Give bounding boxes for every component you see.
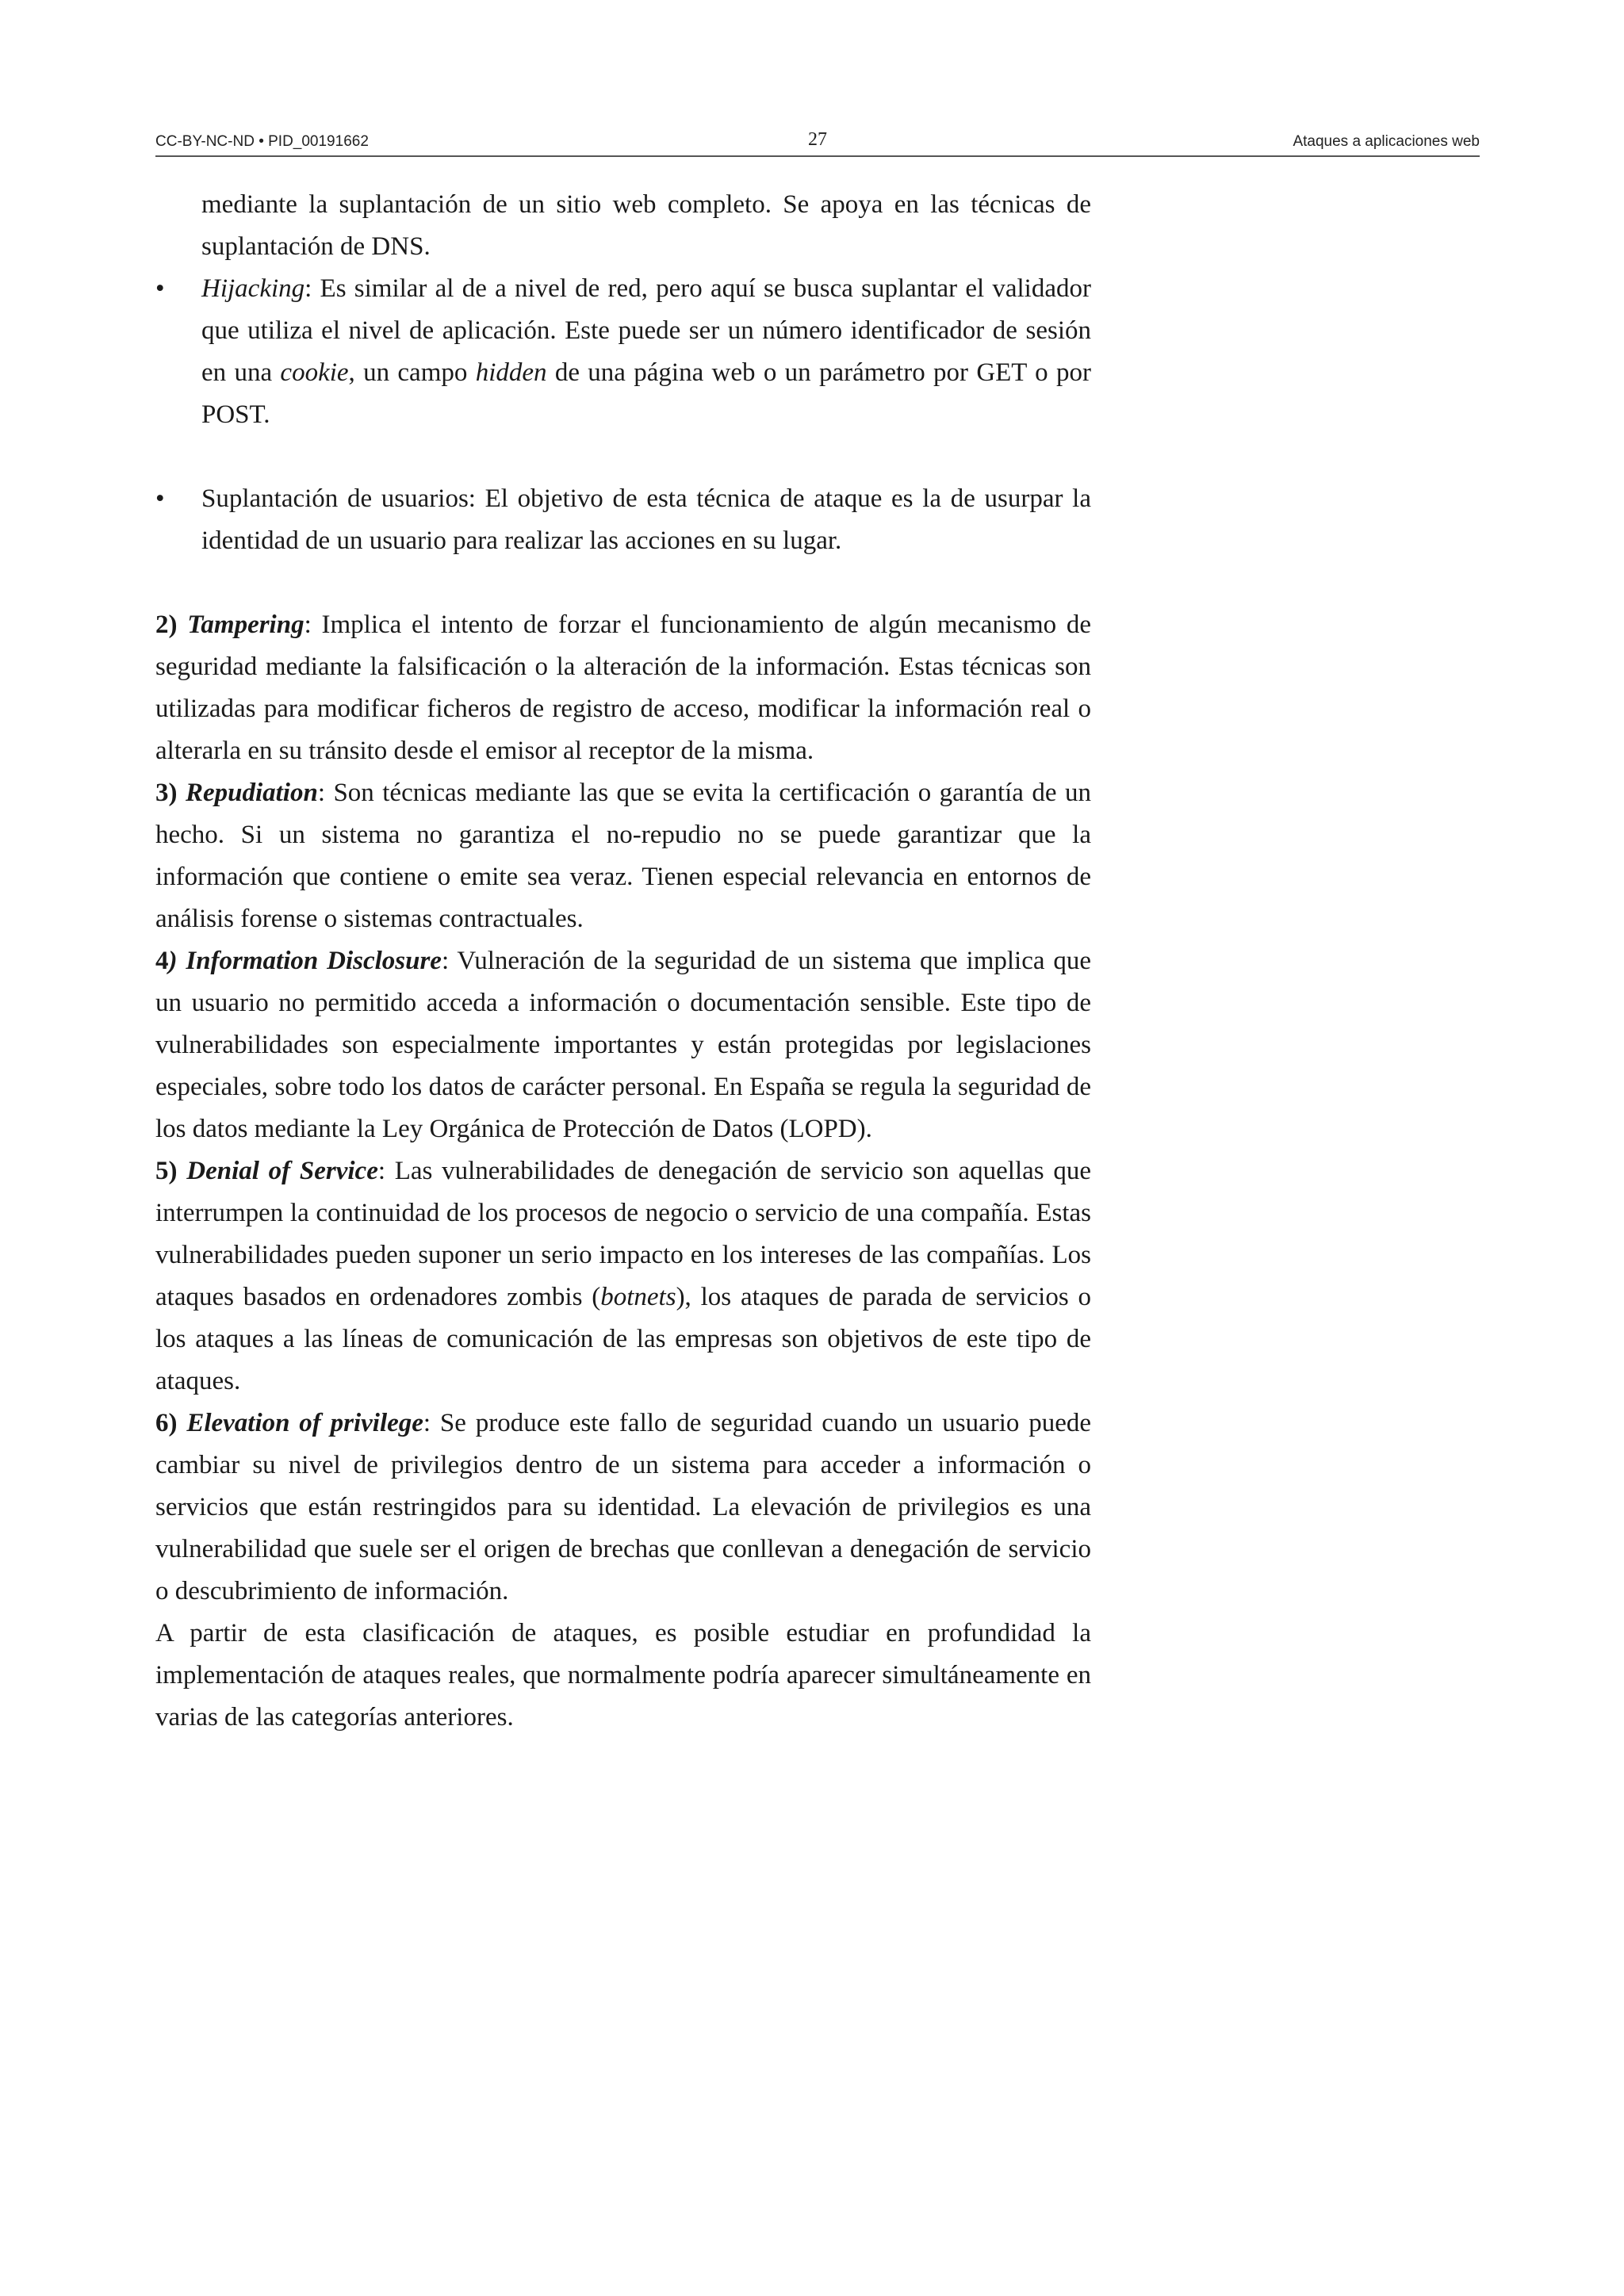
text-segment: de una página web o un parámetro por GET o por POST. bbox=[201, 358, 1091, 429]
section-term: ) Information Disclosure bbox=[168, 947, 442, 975]
section-term: Elevation of privilege bbox=[186, 1409, 423, 1437]
list-item-hijacking bbox=[155, 268, 1091, 436]
section-term: Denial of Service bbox=[186, 1157, 378, 1185]
term-hijacking: Hijacking bbox=[201, 274, 305, 303]
section-text: : Son técnicas mediante las que se evita la certificación o garantía de un hecho. Si un sistema no garantiza el no-repudio no se puede garantizar que la información que contiene o emite sea veraz. Tienen especial relevancia en entornos de análisis forense o sistemas contractuales. bbox=[155, 779, 1091, 933]
section-term: Repudiation bbox=[185, 779, 318, 807]
section-text: : Vulneración de la seguridad de un sistema que implica que un usuario no permitido acceda a información o documentación sensible. Este tipo de vulnerabilidades son especialmente importantes y están protegidas por legislaciones especiales, sobre todo los datos de carácter personal. En España se regula la seguridad de los datos mediante la Ley Orgánica de Protección de Datos (LOPD). bbox=[155, 947, 1092, 1143]
section-tampering bbox=[155, 604, 1091, 772]
page-header bbox=[155, 127, 1480, 157]
term-cookie: cookie bbox=[280, 358, 349, 387]
section-text: : Las vulnerabilidades de denegación de servicio son aquellas que interrumpen la continuidad de los procesos de negocio o servicio de una compañía. Estas vulnerabilidades pueden suponer un serio impacto en los intereses de las compañías. Los ataques basados en ordenadores zombis ( bbox=[155, 1157, 1092, 1311]
page-number: 27 bbox=[808, 129, 827, 150]
header-license: CC-BY-NC-ND • PID_00191662 bbox=[155, 133, 369, 150]
bullet-icon: • bbox=[155, 484, 165, 513]
list-item-text: Suplantación de usuarios: El objetivo de esta técnica de ataque es la de usurpar la identidad de un usuario para realizar las acciones en su lugar. bbox=[201, 484, 1091, 555]
list-item-user-impersonation bbox=[155, 478, 1091, 562]
section-information-disclosure bbox=[155, 940, 1091, 1150]
section-term: Tampering bbox=[187, 610, 304, 639]
section-number: 4 bbox=[155, 947, 169, 975]
section-number: 3) bbox=[155, 779, 178, 807]
section-text: : Implica el intento de forzar el funcionamiento de algún mecanismo de seguridad mediante la falsificación o la alteración de la información. Estas técnicas son utilizadas para modificar ficheros de registro de acceso, modificar la información real o alterarla en su tránsito desde el emisor al receptor de la misma. bbox=[155, 610, 1092, 765]
section-text: : Se produce este fallo de seguridad cuando un usuario puede cambiar su nivel de privilegios dentro de un sistema para acceder a información o servicios que están restringidos para su identidad. La elevación de privilegios es una vulnerabilidad que suele ser el origen de brechas que conllevan a denegación de servicio o descubrimiento de información. bbox=[155, 1409, 1091, 1605]
text-segment: : Es similar al de a nivel de red, pero aquí se busca suplantar el validador que utiliza el nivel de aplicación. Este puede ser un número identificador de sesión en una bbox=[201, 274, 1091, 387]
list-item-text bbox=[201, 268, 1091, 436]
term-botnets: botnets bbox=[600, 1283, 676, 1311]
page-body bbox=[155, 184, 1091, 1739]
continuation-paragraph: mediante la suplantación de un sitio web completo. Se apoya en las técnicas de suplantación de DNS. bbox=[201, 190, 1091, 261]
header-document-title: Ataques a aplicaciones web bbox=[1293, 133, 1480, 150]
section-number: 6) bbox=[155, 1409, 178, 1437]
section-repudiation bbox=[155, 772, 1091, 940]
section-number: 2) bbox=[155, 610, 178, 639]
section-number: 5) bbox=[155, 1157, 178, 1185]
closing-paragraph: A partir de esta clasificación de ataques, es posible estudiar en profundidad la implementación de ataques reales, que normalmente podría aparecer simultáneamente en varias de las categorías anteriores. bbox=[155, 1619, 1091, 1732]
bullet-icon: • bbox=[155, 274, 165, 303]
section-denial-of-service bbox=[155, 1150, 1091, 1402]
term-hidden: hidden bbox=[475, 358, 547, 387]
text-segment: , un campo bbox=[348, 358, 476, 387]
section-elevation-of-privilege bbox=[155, 1402, 1091, 1613]
section-text-continued: ), los ataques de parada de servicios o los ataques a las líneas de comunicación de las empresas son objetivos de este tipo de ataques. bbox=[155, 1283, 1091, 1395]
